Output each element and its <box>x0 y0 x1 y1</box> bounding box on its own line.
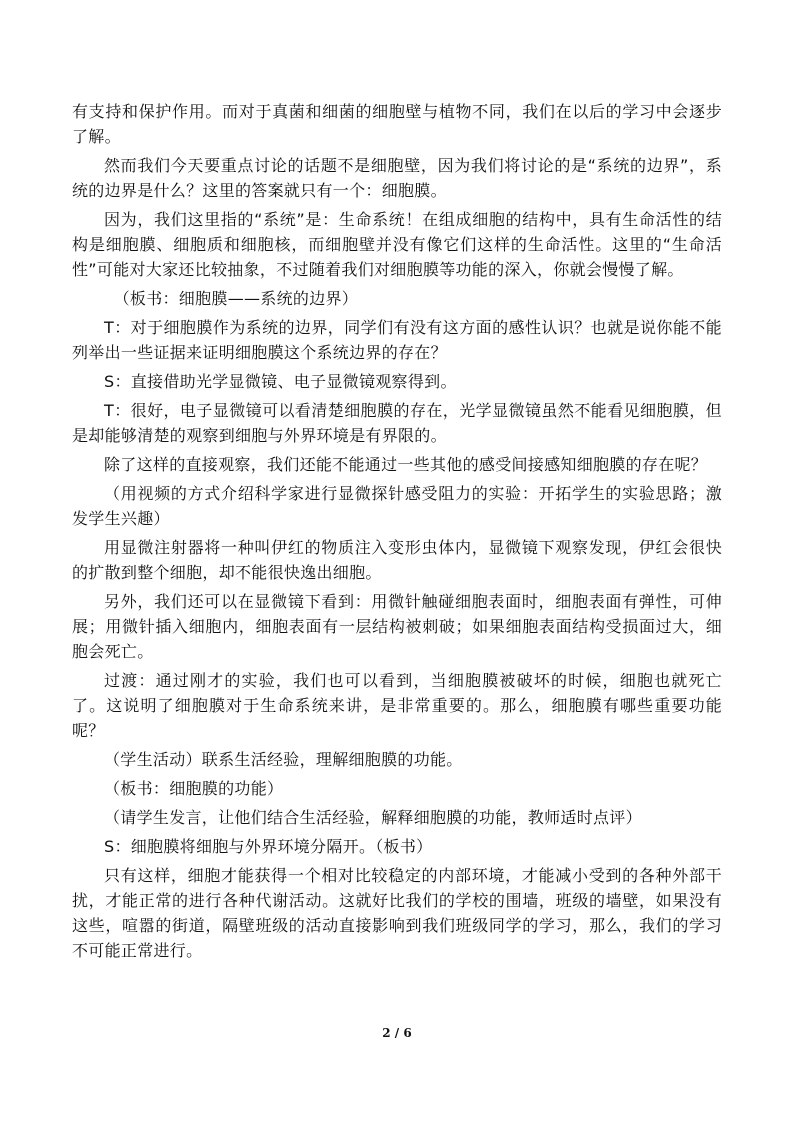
paragraph: 另外，我们还可以在显微镜下看到：用微针触碰细胞表面时，细胞表面有弹性，可伸展；用微针插入细胞内，细胞表面有一层结构被刺破；如果细胞表面结构受损面过大，细胞会死亡。 <box>72 592 722 661</box>
activity-note: （请学生发言，让他们结合生活经验，解释细胞膜的功能，教师适时点评） <box>104 808 642 827</box>
student-line: S：细胞膜将细胞与外界环境分隔开。（板书） <box>104 837 433 856</box>
teacher-line: T：很好，电子显微镜可以看清楚细胞膜的存在，光学显微镜虽然不能看见细胞膜，但是却能够清楚的观察到细胞与外界环境是有界限的。 <box>72 401 722 445</box>
paragraph: 有支持和保护作用。而对于真菌和细菌的细胞壁与植物不同，我们在以后的学习中会逐步了解。 <box>72 102 722 146</box>
paragraph: 因为，我们这里指的“系统”是：生命系统！在组成细胞的结构中，具有生命活性的结构是细胞膜、细胞质和细胞核，而细胞壁并没有像它们这样的生命活性。这里的“生命活性”可能对大家还比较抽象，不过随着我们对细胞膜等功能的深入，你就会慢慢了解。 <box>72 210 722 279</box>
transition-paragraph: 过渡：通过刚才的实验，我们也可以看到，当细胞膜被破坏的时候，细胞也就死亡了。这说明了细胞膜对于生命系统来讲，是非常重要的。那么，细胞膜有哪些重要功能呢？ <box>72 671 722 740</box>
paragraph: 只有这样，细胞才能获得一个相对比较稳定的内部环境，才能减小受到的各种外部干扰，才能正常的进行各种代谢活动。这就好比我们的学校的围墙，班级的墙壁，如果没有这些，喧嚣的街道，隔壁班级的活动直接影响到我们班级同学的学习，那么，我们的学习不可能正常进行。 <box>72 866 722 960</box>
paragraph: 除了这样的直接观察，我们还能不能通过一些其他的感受间接感知细胞膜的存在呢？ <box>104 455 708 474</box>
board-note: （板书：细胞膜的功能） <box>104 779 284 798</box>
activity-note: （学生活动）联系生活经验，理解细胞膜的功能。 <box>104 750 463 769</box>
document-body <box>72 99 722 963</box>
paragraph: 然而我们今天要重点讨论的话题不是细胞壁，因为我们将讨论的是“系统的边界”，系统的边界是什么？这里的答案就只有一个：细胞膜。 <box>72 156 722 200</box>
teacher-line: T：对于细胞膜作为系统的边界，同学们有没有这方面的感性认识？也就是说你能不能列举出一些证据来证明细胞膜这个系统边界的存在？ <box>72 318 722 362</box>
board-note: （板书：细胞膜——系统的边界） <box>113 289 359 308</box>
student-line: S：直接借助光学显微镜、电子显微镜观察得到。 <box>104 372 457 391</box>
paragraph: 用显微注射器将一种叫伊红的物质注入变形虫体内，显微镜下观察发现，伊红会很快的扩散到整个细胞，却不能很快逸出细胞。 <box>72 538 722 582</box>
page-number: 2 / 6 <box>382 1026 412 1040</box>
activity-note: （用视频的方式介绍科学家进行显微探针感受阻力的实验：开拓学生的实验思路；激发学生兴趣） <box>72 484 722 528</box>
